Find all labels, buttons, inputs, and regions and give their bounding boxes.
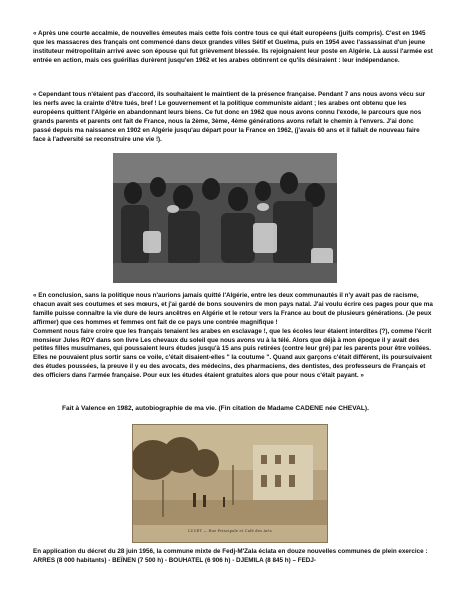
signature-caption: Fait à Valence en 1982, autobiographie de ma vie. (Fin citation de Madame CADENE née CHEVAL). bbox=[62, 405, 369, 412]
paragraph-conclusion: « En conclusion, sans la politique nous n'aurions jamais quitté l'Algérie, entre les deux communautés il n'y avait pas de racisme, chacun avait ses coutumes et ses mœurs, et j'ai gardé de bons souvenirs de mon pays natal. J'ai voulu écrire ces pages pour que ma famille puisse connaître la vie dure de leurs ancêtres en Algérie et le retour vers la France au bout de plusieurs générations. (Je peux affirmer) que ces hommes et femmes ont fait de ce pays une contrée magnifique ! Comment nous faire croire que les français tenaient les arabes en esclavage !, que les écoles leur étaient interdites (?), comme l'écrit monsieur Jules ROY dans son livre Les chevaux du soleil que nous avons vu à la télé. Alors que déjà à mon époque il y avait des petites filles musulmanes, qui poussaient leurs études jusqu'à 15 ans puis retirées (contre leur gré) par les parents pour être voilées. Elles ne pouvaient plus sortir sans ce voile, c'était disaient-elles " la coutume ". Quand aux garçons c'était différent, ils poursuivaient des études poussées, la preuve il y eu des avocats, des médecins, des pharmaciens, des dentistes, des professeurs de Français et des officiers dans l'armée française. Pour eux les études étaient gratuites alors que pour nous c'était payant. » bbox=[33, 292, 433, 380]
photo-street-postcard bbox=[132, 424, 328, 543]
photo-exodus-crowd bbox=[113, 153, 337, 283]
paragraph-massacres: « Après une courte accalmie, de nouvelles émeutes mais cette fois contre tous ce qui était européens (juifs compris). C'est en 1945 que les massacres des français ont commencé dans deux grandes villes Sétif et Guelma, puis en 1954 avec l'assassinat d'un jeune instituteur métropolitain arrivé avec son épouse qui fut grièvement blessée. Ils rejoignaient leur poste en Algérie. Là aussi l'armée est entrée en action, mais ces guérillas durèrent jusqu'en 1962 et les arabes obtinrent ce qu'ils désiraient : leur indépendance. bbox=[33, 30, 433, 64]
paragraph-exode: « Cependant tous n'étaient pas d'accord, ils souhaitaient le maintient de la présence française. Pendant 7 ans nous avons vécu sur les nerfs avec la crainte d'être tués, bref ! Le gouvernement et la politique communiste aidant ; les arabes ont obtenu que les européens quittent l'Algérie en abandonnant leurs biens. Ce fut donc en 1962 que nous avons connu l'exode, le parcours que nos grands parents et parents ont fait de France, nous la 2ème, 3ème, 4ème générations avons refait le chemin à l'envers. J'ai donc passé depuis ma naissance en 1902 en Algérie jusqu'au départ pour la France en 1962, (j'avais 60 ans et il fallait de nouveau faire face à l'adversité se reconstruire une vie !). bbox=[33, 91, 426, 143]
paragraph-decree: En application du décret du 28 juin 1956, la commune mixte de Fedj-M'Zala éclata en douze nouvelles communes de plein exercice : ARRES (8 000 habitants) - BEÏNEN (7 500 h) - BOUHATEL (6 906 h) - DJEMILA (8 845 h) – FEDJ- bbox=[33, 548, 428, 564]
postcard-caption: LUCET — Rue Principale et Café des Arts bbox=[188, 529, 272, 533]
